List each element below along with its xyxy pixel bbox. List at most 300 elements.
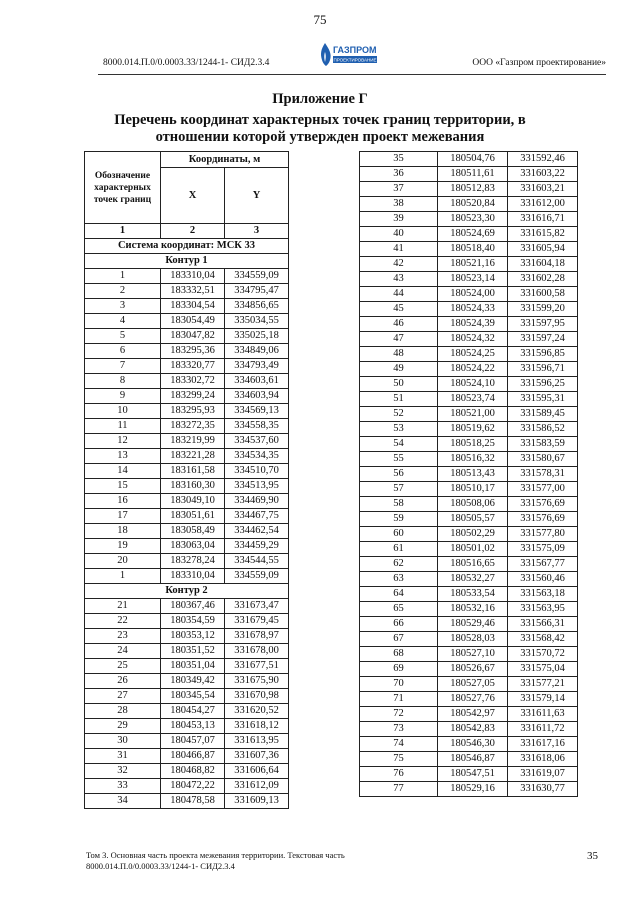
table-row xyxy=(360,212,578,227)
point-number: 40 xyxy=(360,227,438,242)
coord-y: 335034,55 xyxy=(225,314,289,329)
table-row xyxy=(360,497,578,512)
point-number: 52 xyxy=(360,407,438,422)
point-number: 37 xyxy=(360,182,438,197)
table-row xyxy=(360,647,578,662)
coord-y: 331618,12 xyxy=(225,719,289,734)
table-row xyxy=(360,737,578,752)
coordinates-table-right xyxy=(359,151,578,797)
coord-y: 331586,52 xyxy=(508,422,578,437)
coord-y: 334795,47 xyxy=(225,284,289,299)
coord-x: 183295,36 xyxy=(161,344,225,359)
logo-subtext: ПРОЕКТИРОВАНИЕ xyxy=(333,57,377,63)
coord-y: 331560,46 xyxy=(508,572,578,587)
coord-y: 331630,77 xyxy=(508,782,578,797)
table-row xyxy=(360,167,578,182)
coord-x: 180454,27 xyxy=(161,704,225,719)
col-number: 3 xyxy=(225,224,289,239)
point-number: 32 xyxy=(85,764,161,779)
table-row xyxy=(360,512,578,527)
coord-x: 183054,49 xyxy=(161,314,225,329)
coord-y: 331673,47 xyxy=(225,599,289,614)
coord-x: 180542,97 xyxy=(438,707,508,722)
point-number: 62 xyxy=(360,557,438,572)
coord-x: 183299,24 xyxy=(161,389,225,404)
coord-x: 180351,52 xyxy=(161,644,225,659)
coord-y: 334569,13 xyxy=(225,404,289,419)
col-y-header: Y xyxy=(225,168,289,224)
coord-y: 331592,46 xyxy=(508,152,578,167)
coord-x: 180546,87 xyxy=(438,752,508,767)
point-number: 30 xyxy=(85,734,161,749)
point-number: 5 xyxy=(85,329,161,344)
table-row xyxy=(360,407,578,422)
point-number: 3 xyxy=(85,299,161,314)
coord-x: 180351,04 xyxy=(161,659,225,674)
table-row xyxy=(85,794,289,809)
point-number: 47 xyxy=(360,332,438,347)
coord-x: 180468,82 xyxy=(161,764,225,779)
point-number: 21 xyxy=(85,599,161,614)
coord-x: 180349,42 xyxy=(161,674,225,689)
coord-y: 331615,82 xyxy=(508,227,578,242)
coord-y: 331677,51 xyxy=(225,659,289,674)
coord-x: 180508,06 xyxy=(438,497,508,512)
coord-y: 331613,95 xyxy=(225,734,289,749)
coord-x: 180512,83 xyxy=(438,182,508,197)
table-row xyxy=(85,644,289,659)
table-row xyxy=(85,554,289,569)
table-row xyxy=(85,614,289,629)
system-row xyxy=(85,239,289,254)
contour-1-label: Контур 1 xyxy=(85,254,289,269)
point-number: 76 xyxy=(360,767,438,782)
coord-y: 334537,60 xyxy=(225,434,289,449)
coord-x: 180501,02 xyxy=(438,542,508,557)
table-row xyxy=(85,299,289,314)
table-row xyxy=(85,404,289,419)
coord-x: 180532,27 xyxy=(438,572,508,587)
coord-x: 180453,13 xyxy=(161,719,225,734)
table-row xyxy=(85,284,289,299)
table-row xyxy=(360,557,578,572)
coord-y: 331580,67 xyxy=(508,452,578,467)
coord-x: 180524,10 xyxy=(438,377,508,392)
coord-y: 331575,09 xyxy=(508,542,578,557)
point-number: 71 xyxy=(360,692,438,707)
point-number: 19 xyxy=(85,539,161,554)
table-row xyxy=(360,347,578,362)
point-number: 48 xyxy=(360,347,438,362)
coord-y: 331602,28 xyxy=(508,272,578,287)
coord-x: 183310,04 xyxy=(161,569,225,584)
table-row xyxy=(360,752,578,767)
coord-y: 331599,20 xyxy=(508,302,578,317)
coord-x: 180527,76 xyxy=(438,692,508,707)
point-number: 69 xyxy=(360,662,438,677)
point-number: 8 xyxy=(85,374,161,389)
contour-2-rows-left xyxy=(85,599,289,809)
table-row xyxy=(360,602,578,617)
point-number: 44 xyxy=(360,287,438,302)
point-number: 57 xyxy=(360,482,438,497)
coord-y: 331604,18 xyxy=(508,257,578,272)
coord-y: 331583,59 xyxy=(508,437,578,452)
point-number: 1 xyxy=(85,569,161,584)
point-number: 58 xyxy=(360,497,438,512)
point-number: 4 xyxy=(85,314,161,329)
coord-y: 331606,64 xyxy=(225,764,289,779)
coord-x: 183058,49 xyxy=(161,524,225,539)
point-number: 74 xyxy=(360,737,438,752)
table-row xyxy=(360,227,578,242)
coord-y: 334544,55 xyxy=(225,554,289,569)
coord-y: 331578,31 xyxy=(508,467,578,482)
point-number: 7 xyxy=(85,359,161,374)
point-number: 15 xyxy=(85,479,161,494)
coord-y: 334603,61 xyxy=(225,374,289,389)
coord-y: 331568,42 xyxy=(508,632,578,647)
table-row xyxy=(85,569,289,584)
gazprom-logo xyxy=(318,40,380,72)
coord-x: 180466,87 xyxy=(161,749,225,764)
point-number: 77 xyxy=(360,782,438,797)
table-row xyxy=(360,527,578,542)
coord-y: 331617,16 xyxy=(508,737,578,752)
table-row xyxy=(360,662,578,677)
table-row xyxy=(360,362,578,377)
table-row xyxy=(360,197,578,212)
coord-y: 331566,31 xyxy=(508,617,578,632)
point-number: 31 xyxy=(85,749,161,764)
header-company: ООО «Газпром проектирование» xyxy=(472,58,606,68)
coord-y: 331611,63 xyxy=(508,707,578,722)
coord-x: 180527,05 xyxy=(438,677,508,692)
coord-y: 331596,85 xyxy=(508,347,578,362)
point-number: 1 xyxy=(85,269,161,284)
coord-y: 331612,09 xyxy=(225,779,289,794)
coord-x: 180510,17 xyxy=(438,482,508,497)
coord-y: 331619,07 xyxy=(508,767,578,782)
point-number: 14 xyxy=(85,464,161,479)
coord-y: 331570,72 xyxy=(508,647,578,662)
coord-y: 334559,09 xyxy=(225,269,289,284)
table-row xyxy=(360,722,578,737)
coord-y: 331607,36 xyxy=(225,749,289,764)
table-row xyxy=(85,509,289,524)
coord-x: 180457,07 xyxy=(161,734,225,749)
header-divider xyxy=(98,74,606,75)
coord-x: 180516,65 xyxy=(438,557,508,572)
coord-x: 183049,10 xyxy=(161,494,225,509)
coord-x: 180354,59 xyxy=(161,614,225,629)
point-number: 49 xyxy=(360,362,438,377)
point-number: 6 xyxy=(85,344,161,359)
table-header-row xyxy=(85,152,289,168)
table-row xyxy=(360,677,578,692)
table-row xyxy=(360,182,578,197)
point-number: 54 xyxy=(360,437,438,452)
coord-x: 180505,57 xyxy=(438,512,508,527)
table-row xyxy=(85,689,289,704)
coord-x: 180518,25 xyxy=(438,437,508,452)
point-number: 46 xyxy=(360,317,438,332)
table-row xyxy=(85,374,289,389)
list-title-line-2: отношении которой утвержден проект межевания xyxy=(155,129,485,145)
coord-x: 180532,16 xyxy=(438,602,508,617)
table-row xyxy=(85,779,289,794)
point-number: 33 xyxy=(85,779,161,794)
table-row xyxy=(360,392,578,407)
coord-y: 331563,18 xyxy=(508,587,578,602)
table-row xyxy=(360,257,578,272)
coord-y: 334467,75 xyxy=(225,509,289,524)
point-number: 16 xyxy=(85,494,161,509)
list-title-line-1: Перечень координат характерных точек границ территории, в xyxy=(114,112,526,128)
coord-x: 180528,03 xyxy=(438,632,508,647)
coord-x: 180520,84 xyxy=(438,197,508,212)
table-row xyxy=(360,242,578,257)
table-row xyxy=(360,482,578,497)
coord-y: 334459,29 xyxy=(225,539,289,554)
coord-x: 180518,40 xyxy=(438,242,508,257)
coord-y: 331609,13 xyxy=(225,794,289,809)
table-row xyxy=(85,524,289,539)
coord-x: 183047,82 xyxy=(161,329,225,344)
coord-x: 180367,46 xyxy=(161,599,225,614)
contour-row xyxy=(85,584,289,599)
point-number: 34 xyxy=(85,794,161,809)
coord-x: 183304,54 xyxy=(161,299,225,314)
coord-x: 180524,22 xyxy=(438,362,508,377)
coord-y: 334856,65 xyxy=(225,299,289,314)
coord-x: 183320,77 xyxy=(161,359,225,374)
table-row xyxy=(85,329,289,344)
coord-y: 331678,97 xyxy=(225,629,289,644)
coord-y: 331563,95 xyxy=(508,602,578,617)
coord-x: 180526,67 xyxy=(438,662,508,677)
col-number: 2 xyxy=(161,224,225,239)
coord-y: 334534,35 xyxy=(225,449,289,464)
coord-x: 180511,61 xyxy=(438,167,508,182)
coord-x: 183219,99 xyxy=(161,434,225,449)
point-number: 17 xyxy=(85,509,161,524)
point-number: 59 xyxy=(360,512,438,527)
table-row xyxy=(85,629,289,644)
coord-y: 334849,06 xyxy=(225,344,289,359)
table-row xyxy=(85,389,289,404)
coord-x: 183332,51 xyxy=(161,284,225,299)
table-row xyxy=(85,464,289,479)
coord-x: 180504,76 xyxy=(438,152,508,167)
footer-sheet-number: 35 xyxy=(587,850,598,862)
coord-y: 331596,71 xyxy=(508,362,578,377)
point-number: 67 xyxy=(360,632,438,647)
coord-x: 183161,58 xyxy=(161,464,225,479)
logo-text: ГАЗПРОМ xyxy=(333,45,377,55)
contour-row xyxy=(85,254,289,269)
table-row xyxy=(360,437,578,452)
point-number: 13 xyxy=(85,449,161,464)
contour-1-rows xyxy=(85,269,289,584)
point-number: 43 xyxy=(360,272,438,287)
coord-x: 180524,69 xyxy=(438,227,508,242)
footer-info xyxy=(86,850,345,872)
coord-x: 183160,30 xyxy=(161,479,225,494)
table-row xyxy=(85,599,289,614)
point-number: 70 xyxy=(360,677,438,692)
table-row xyxy=(360,317,578,332)
point-number: 18 xyxy=(85,524,161,539)
coord-x: 180516,32 xyxy=(438,452,508,467)
table-row xyxy=(85,539,289,554)
table-row xyxy=(360,272,578,287)
coord-y: 331670,98 xyxy=(225,689,289,704)
list-title xyxy=(0,112,640,146)
coord-x: 180478,58 xyxy=(161,794,225,809)
point-number: 51 xyxy=(360,392,438,407)
coord-y: 331679,45 xyxy=(225,614,289,629)
point-number: 65 xyxy=(360,602,438,617)
table-row xyxy=(360,422,578,437)
point-number: 64 xyxy=(360,587,438,602)
coord-y: 331616,71 xyxy=(508,212,578,227)
table-row xyxy=(85,434,289,449)
point-number: 2 xyxy=(85,284,161,299)
coord-x: 183272,35 xyxy=(161,419,225,434)
coord-y: 331612,00 xyxy=(508,197,578,212)
coord-y: 331620,52 xyxy=(225,704,289,719)
point-number: 42 xyxy=(360,257,438,272)
col-number: 1 xyxy=(85,224,161,239)
column-number-row xyxy=(85,224,289,239)
header-doc-code: 8000.014.П.0/0.0003.33/1244-1- СИД2.3.4 xyxy=(103,58,270,68)
coord-y: 334469,90 xyxy=(225,494,289,509)
table-row xyxy=(360,632,578,647)
table-row xyxy=(360,617,578,632)
coord-x: 180527,10 xyxy=(438,647,508,662)
coord-x: 180533,54 xyxy=(438,587,508,602)
coord-y: 331675,90 xyxy=(225,674,289,689)
coord-x: 180353,12 xyxy=(161,629,225,644)
point-number: 27 xyxy=(85,689,161,704)
coord-y: 331577,80 xyxy=(508,527,578,542)
table-row xyxy=(360,377,578,392)
point-number: 60 xyxy=(360,527,438,542)
table-row xyxy=(360,542,578,557)
col-x-header: X xyxy=(161,168,225,224)
table-row xyxy=(85,494,289,509)
point-number: 22 xyxy=(85,614,161,629)
point-number: 41 xyxy=(360,242,438,257)
point-number: 36 xyxy=(360,167,438,182)
coord-x: 180524,39 xyxy=(438,317,508,332)
coord-x: 183221,28 xyxy=(161,449,225,464)
coord-x: 183278,24 xyxy=(161,554,225,569)
table-row xyxy=(360,302,578,317)
coord-y: 331589,45 xyxy=(508,407,578,422)
coord-y: 331603,22 xyxy=(508,167,578,182)
footer-doc-code: 8000.014.П.0/0.0003.33/1244-1- СИД2.3.4 xyxy=(86,861,235,871)
point-number: 29 xyxy=(85,719,161,734)
coord-y: 334793,49 xyxy=(225,359,289,374)
coord-x: 183063,04 xyxy=(161,539,225,554)
coord-y: 334603,94 xyxy=(225,389,289,404)
point-number: 26 xyxy=(85,674,161,689)
coord-y: 334558,35 xyxy=(225,419,289,434)
table-row xyxy=(85,749,289,764)
coord-x: 180542,83 xyxy=(438,722,508,737)
table-row xyxy=(85,479,289,494)
point-number: 39 xyxy=(360,212,438,227)
point-number: 23 xyxy=(85,629,161,644)
table-row xyxy=(85,269,289,284)
point-number: 66 xyxy=(360,617,438,632)
coord-x: 180523,14 xyxy=(438,272,508,287)
point-number: 75 xyxy=(360,752,438,767)
coord-y: 334559,09 xyxy=(225,569,289,584)
coord-x: 180523,30 xyxy=(438,212,508,227)
coord-x: 180513,43 xyxy=(438,467,508,482)
table-row xyxy=(85,359,289,374)
point-number: 12 xyxy=(85,434,161,449)
table-row xyxy=(85,314,289,329)
point-number: 56 xyxy=(360,467,438,482)
point-number: 61 xyxy=(360,542,438,557)
coord-x: 183302,72 xyxy=(161,374,225,389)
coord-y: 331579,14 xyxy=(508,692,578,707)
point-number: 24 xyxy=(85,644,161,659)
coord-y: 331575,04 xyxy=(508,662,578,677)
table-row xyxy=(85,449,289,464)
coordinate-system: Система координат: МСК 33 xyxy=(85,239,289,254)
point-number: 28 xyxy=(85,704,161,719)
table-row xyxy=(360,767,578,782)
col-point-header: Обозначение характерных точек границ xyxy=(85,152,161,224)
point-number: 72 xyxy=(360,707,438,722)
table-row xyxy=(360,287,578,302)
coord-x: 180529,16 xyxy=(438,782,508,797)
coord-x: 180345,54 xyxy=(161,689,225,704)
table-row xyxy=(85,764,289,779)
coordinates-table-left xyxy=(84,151,289,809)
point-number: 50 xyxy=(360,377,438,392)
coord-x: 180546,30 xyxy=(438,737,508,752)
coords-header: Координаты, м xyxy=(161,152,289,168)
coord-x: 183310,04 xyxy=(161,269,225,284)
coord-x: 180529,46 xyxy=(438,617,508,632)
coord-y: 331595,31 xyxy=(508,392,578,407)
point-number: 9 xyxy=(85,389,161,404)
table-row xyxy=(360,587,578,602)
page-number: 75 xyxy=(313,12,327,27)
table-row xyxy=(360,707,578,722)
coord-y: 335025,18 xyxy=(225,329,289,344)
coord-y: 334513,95 xyxy=(225,479,289,494)
footer-volume: Том 3. Основная часть проекта межевания территории. Текстовая часть xyxy=(86,850,345,860)
coord-y: 331597,95 xyxy=(508,317,578,332)
point-number: 11 xyxy=(85,419,161,434)
table-row xyxy=(85,704,289,719)
coord-x: 180547,51 xyxy=(438,767,508,782)
point-number: 38 xyxy=(360,197,438,212)
coord-y: 331596,25 xyxy=(508,377,578,392)
contour-2-rows-right xyxy=(360,152,578,797)
coord-y: 331618,06 xyxy=(508,752,578,767)
coord-x: 180524,32 xyxy=(438,332,508,347)
table-row xyxy=(85,734,289,749)
table-row xyxy=(360,332,578,347)
